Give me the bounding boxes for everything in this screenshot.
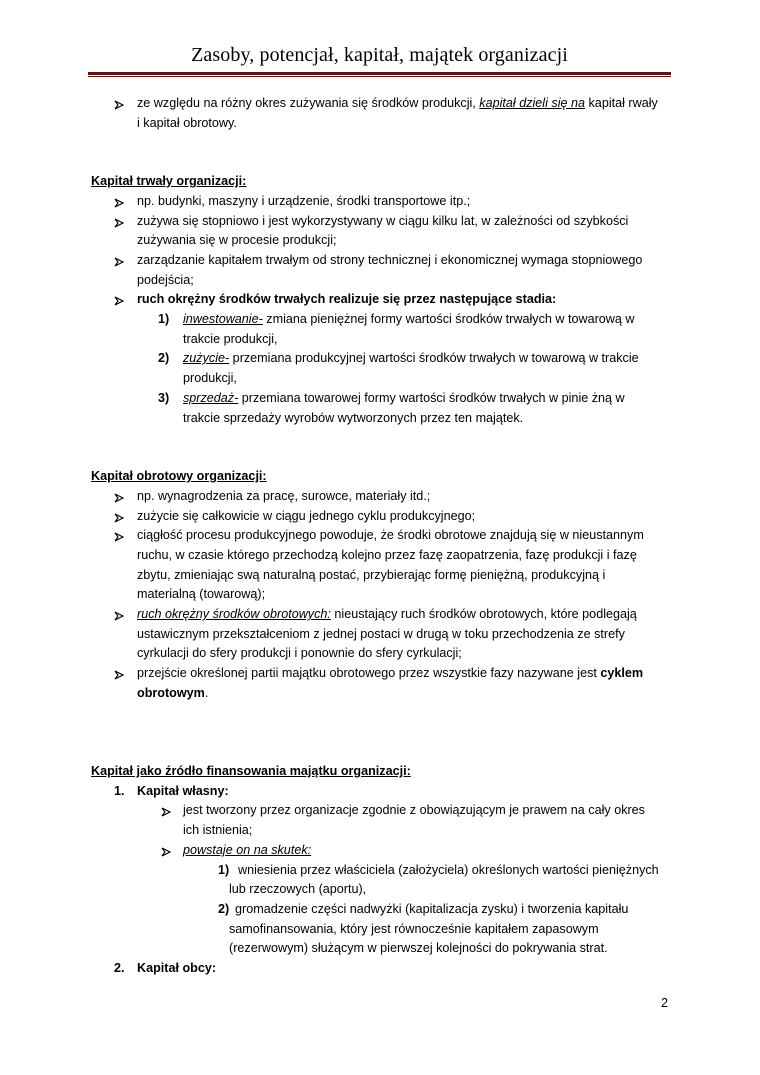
stage-number: 3)	[158, 391, 170, 405]
stage-term: zużycie-	[183, 351, 230, 365]
numbered-item-number: 1.	[114, 784, 125, 798]
point-line-cont: (rezerwowym) służącym w pierwszej kolejności do pokrywania strat.	[229, 941, 608, 955]
numbered-item-label: Kapitał obcy:	[137, 961, 217, 975]
arrow-bullet-icon	[161, 807, 171, 817]
list-item-cont: ruchu, w czasie którego przechodzą kolejno przez fazę zaopatrzenia, fazę produkcji i fazę	[137, 548, 637, 562]
intro-text-end: kapitał rwały	[585, 96, 658, 110]
list-item-cont	[137, 684, 208, 704]
page-header-title: Zasoby, potencjał, kapitał, majątek organizacji	[191, 44, 568, 66]
list-item-cont: zbytu, zmieniając swą naturalną postać, przybierając formę pieniężną, produkcyjną i	[137, 568, 606, 582]
list-item: zużycie się całkowicie w ciągu jednego cyklu produkcyjnego;	[137, 509, 476, 523]
header-rule-thin	[88, 76, 671, 77]
page-number: 2	[661, 996, 669, 1010]
list-item: np. wynagrodzenia za pracę, surowce, materiały itd.;	[137, 489, 431, 503]
arrow-bullet-icon	[114, 493, 124, 503]
stage-line	[183, 349, 639, 369]
numbered-item-number: 2.	[114, 961, 125, 975]
intro-line-1	[137, 94, 658, 114]
list-item-bold: ruch okrężny środków trwałych realizuje się przez następujące stadia:	[137, 292, 557, 306]
stage-text: przemiana towarowej formy wartości środków trwałych w pinie żną w	[238, 391, 625, 405]
list-item-cont: zużywania się w procesie produkcji;	[137, 233, 337, 247]
arrow-bullet-icon	[114, 257, 124, 267]
arrow-bullet-icon	[114, 218, 124, 228]
arrow-bullet-icon	[114, 198, 124, 208]
list-item-term: powstaje on na skutek:	[183, 843, 312, 857]
arrow-bullet-icon	[114, 100, 124, 110]
point-line: wniesienia przez właściciela (założyciela) określonych wartości pieniężnych	[238, 863, 659, 877]
stage-number: 1)	[158, 312, 170, 326]
list-item-cont: materialną (towarową);	[137, 587, 266, 601]
stage-line-cont: produkcji,	[183, 371, 237, 385]
numbered-item-label: Kapitał własny:	[137, 784, 229, 798]
stage-term: sprzedaż-	[183, 391, 239, 405]
stage-text: przemiana produkcyjnej wartości środków trwałych w towarową w trakcie	[229, 351, 639, 365]
arrow-bullet-icon	[114, 513, 124, 523]
list-item-bold-term: cyklem	[600, 666, 644, 680]
list-item: np. budynki, maszyny i urządzenie, środki transportowe itp.;	[137, 194, 471, 208]
list-item-cont: ich istnienia;	[183, 823, 253, 837]
list-item	[137, 664, 643, 684]
arrow-bullet-icon	[114, 670, 124, 680]
arrow-bullet-icon	[114, 611, 124, 621]
list-item: zużywa się stopniowo i jest wykorzystywany w ciągu kilku lat, w zależności od szybkości	[137, 214, 629, 228]
stage-term: inwestowanie-	[183, 312, 263, 326]
intro-line-2: i kapitał obrotowy.	[137, 116, 237, 130]
list-item: ciągłość procesu produkcyjnego powoduje, że środki obrotowe znajdują się w nieustannym	[137, 528, 644, 542]
section-heading-financing-source: Kapitał jako źródło finansowania majątku organizacji:	[91, 764, 411, 778]
stage-line	[183, 310, 634, 330]
intro-text: ze względu na różny okres zużywania się środków produkcji,	[137, 96, 480, 110]
list-item-cont: podejścia;	[137, 273, 194, 287]
point-line-cont: lub rzeczowych (aportu),	[229, 882, 367, 896]
arrow-bullet-icon	[114, 532, 124, 542]
stage-line-cont: trakcie sprzedaży wyrobów wytworzonych przez ten majątek.	[183, 411, 524, 425]
stage-line-cont: trakcie produkcji,	[183, 332, 278, 346]
arrow-bullet-icon	[161, 847, 171, 857]
stage-number: 2)	[158, 351, 170, 365]
intro-emphasis: kapitał dzieli się na	[479, 96, 586, 110]
list-item	[137, 605, 637, 625]
header-rule-thick	[88, 72, 671, 75]
list-item: zarządzanie kapitałem trwałym od strony technicznej i ekonomicznej wymaga stopniowego	[137, 253, 643, 267]
list-item-text: .	[204, 686, 209, 700]
stage-line	[183, 389, 625, 409]
section-heading-working-capital: Kapitał obrotowy organizacji:	[91, 469, 267, 483]
list-item-text: przejście określonej partii majątku obrotowego przez wszystkie fazy nazywane jest	[137, 666, 601, 680]
list-item: jest tworzony przez organizacje zgodnie z obowiązującym je prawem na cały okres	[183, 803, 645, 817]
point-line-cont: samofinansowania, który jest równocześnie kapitałem zapasowym	[229, 922, 599, 936]
point-number: 1)	[218, 863, 230, 877]
point-line: gromadzenie części nadwyżki (kapitalizacja zysku) i tworzenia kapitału	[235, 902, 629, 916]
point-number: 2)	[218, 902, 230, 916]
list-item-bold-term: obrotowym	[137, 686, 205, 700]
list-item-text: nieustający ruch środków obrotowych, które podlegają	[330, 607, 637, 621]
section-heading-fixed-capital: Kapitał trwały organizacji:	[91, 174, 247, 188]
list-item-cont: cyrkulacji do sfery produkcji i ponownie do sfery cyrkulacji;	[137, 646, 462, 660]
list-item-cont: ustawicznym przekształceniom z jednej postaci w drugą w toku przechodzenia ze strefy	[137, 627, 625, 641]
stage-text: zmiana pieniężnej formy wartości środków trwałych w towarową w	[262, 312, 635, 326]
arrow-bullet-icon	[114, 296, 124, 306]
list-item-term: ruch okrężny środków obrotowych:	[137, 607, 331, 621]
